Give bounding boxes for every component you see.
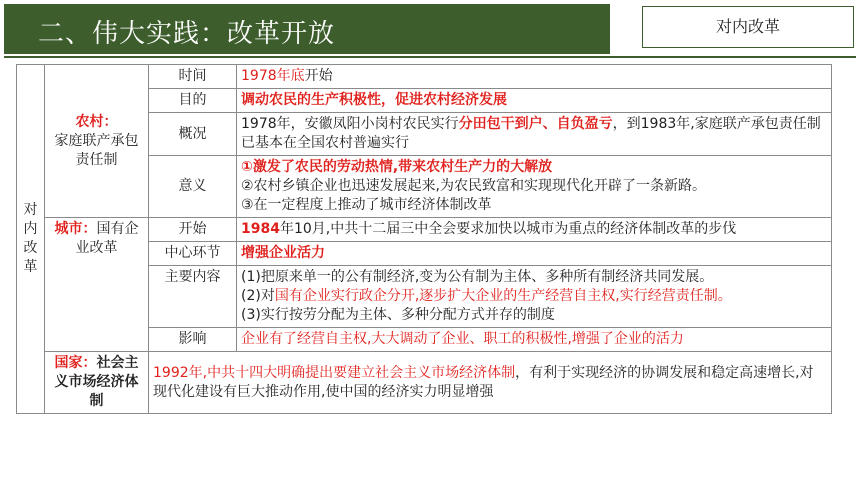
- cell-overview: [237, 113, 832, 156]
- outer-label: [17, 65, 45, 414]
- national-category-red: 国家：: [54, 355, 97, 371]
- national-rest: ，有利于实现经济的协调发展和稳定高速增长,对现代化建设有巨大推动作用,使中国的经济实力明显增强: [153, 364, 814, 400]
- section-tab: [642, 6, 854, 48]
- meaning-point-3: ③在一定程度上推动了城市经济体制改革: [241, 197, 492, 213]
- content-point-2-red: 国有企业实行政企分开,逐步扩大企业的生产经营自主权,实行经营责任制。: [274, 288, 732, 304]
- national-red: 1992年,中共十四大明确提出要建立社会主义市场经济体制: [153, 364, 516, 381]
- content-point-1: (1)把原来单一的公有制经济,变为公有制为主体、多种所有制经济共同发展。: [241, 269, 714, 285]
- overview-red: 分田包干到户、自负盈亏: [458, 116, 613, 132]
- start-red: 1984: [241, 221, 280, 237]
- label-start: 开始: [149, 218, 237, 242]
- rural-category: [45, 65, 149, 218]
- time-rest: 开始: [304, 68, 333, 84]
- reform-table: [16, 64, 832, 414]
- rural-category-name: 家庭联产承包责任制: [54, 132, 139, 168]
- cell-time: [237, 65, 832, 89]
- meaning-point-2: ②农村乡镇企业也迅速发展起来,为农民致富和实现现代化开辟了一条新路。: [241, 178, 706, 194]
- overview-post: ，到1983年,家庭联产承包责任制已基本在全国农村普遍实行: [241, 116, 821, 151]
- overview-pre: 1978年，安徽凤阳小岗村农民实行: [241, 116, 459, 132]
- title-bar: [4, 4, 610, 54]
- header-underline: [4, 56, 856, 58]
- section-tab-label: 对内改革: [715, 17, 780, 36]
- meaning-point-1: ①激发了农民的劳动热情,带来农村生产力的大解放: [241, 159, 553, 175]
- table-row: [17, 218, 832, 242]
- outer-label-text: 对 内 改 革: [23, 202, 38, 275]
- cell-meaning: [237, 156, 832, 218]
- urban-category: [45, 218, 149, 352]
- cell-content: [237, 266, 832, 328]
- time-red: 1978年底: [241, 68, 305, 84]
- table-row: [17, 352, 832, 414]
- cell-impact: 企业有了经营自主权,大大调动了企业、职工的积极性,增强了企业的活力: [237, 328, 832, 352]
- label-meaning: 意义: [149, 156, 237, 218]
- cell-start: [237, 218, 832, 242]
- urban-category-red: 城市：: [54, 221, 97, 237]
- label-goal: 目的: [149, 89, 237, 113]
- label-core: 中心环节: [149, 242, 237, 266]
- label-impact: 影响: [149, 328, 237, 352]
- label-content: 主要内容: [149, 266, 237, 328]
- urban-category-name: 国有企业改革: [75, 221, 139, 256]
- national-category: [45, 352, 149, 414]
- table-row: [17, 65, 832, 89]
- cell-national: [149, 352, 832, 414]
- label-overview: 概况: [149, 113, 237, 156]
- national-category-name: 社会主义市场经济体制: [54, 355, 139, 409]
- content-point-3: (3)实行按劳分配为主体、多种分配方式并存的制度: [241, 307, 555, 323]
- label-time: 时间: [149, 65, 237, 89]
- slide-title: 二、伟大实践：改革开放: [38, 19, 336, 49]
- content-point-2-pre: (2)对: [241, 288, 275, 304]
- start-rest: 年10月,中共十二届三中全会要求加快以城市为重点的经济体制改革的步伐: [279, 221, 737, 237]
- cell-core: 增强企业活力: [237, 242, 832, 266]
- rural-category-red: 农村：: [75, 113, 118, 130]
- slide-header: [0, 0, 860, 58]
- cell-goal: 调动农民的生产积极性，促进农村经济发展: [237, 89, 832, 113]
